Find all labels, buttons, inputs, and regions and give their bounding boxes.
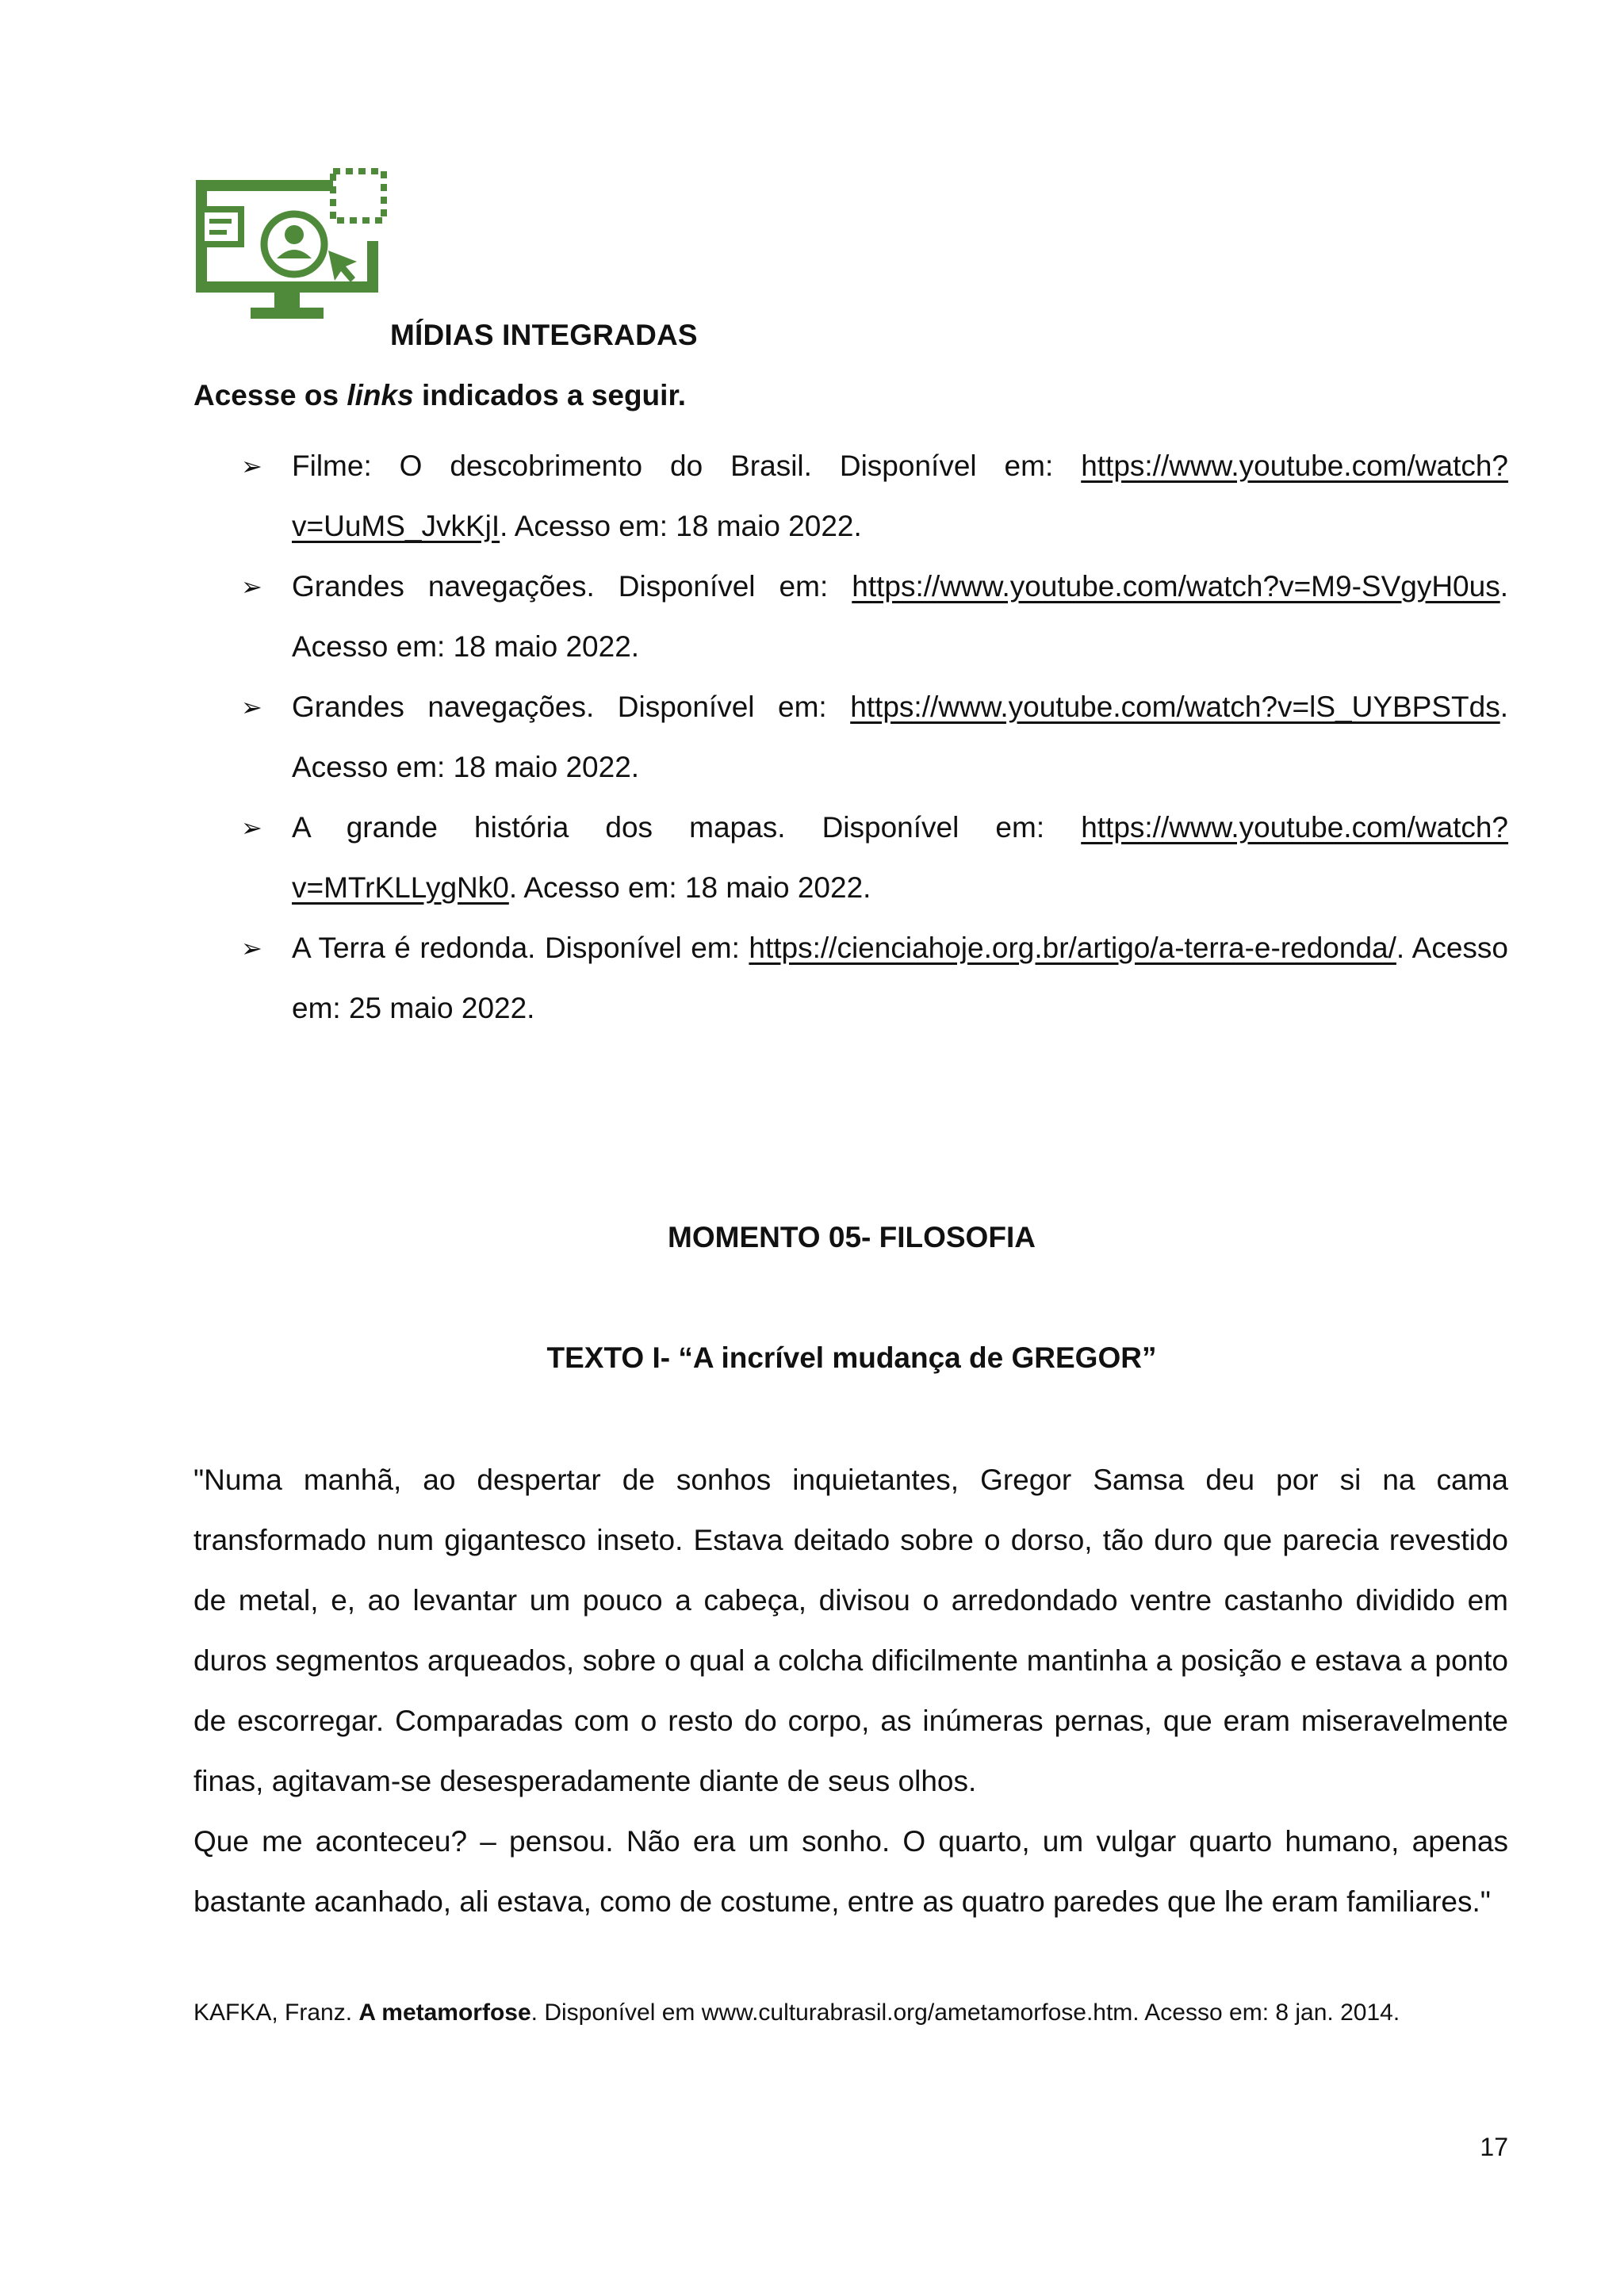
intro-emphasis: links	[347, 379, 414, 411]
link-description: Grandes navegações. Disponível em:	[292, 570, 852, 603]
citation	[193, 1999, 1400, 2026]
citation-title: A metamorfose	[358, 1999, 531, 2026]
intro-line	[193, 379, 686, 412]
quoted-text	[193, 1450, 1508, 1932]
texto-title: TEXTO I- “A incrível mudança de GREGOR”	[546, 1341, 1157, 1374]
link-description: Filme: O descobrimento do Brasil. Disponível em:	[292, 450, 1082, 482]
intro-suffix: indicados a seguir.	[413, 379, 687, 411]
link-url[interactable]: https://www.youtube.com/watch?v=lS_UYBPSTds	[850, 691, 1500, 723]
link-url[interactable]: https://www.youtube.com/watch?v=MTrKLLygNk0	[292, 811, 1508, 904]
media-links-list	[193, 436, 1508, 1039]
arrow-bullet-icon: ➢	[241, 452, 262, 480]
arrow-bullet-icon: ➢	[241, 813, 262, 842]
list-item	[193, 918, 1508, 1039]
section-title: MÍDIAS INTEGRADAS	[390, 319, 698, 351]
arrow-bullet-icon: ➢	[241, 693, 262, 721]
link-description: A Terra é redonda. Disponível em:	[292, 932, 749, 964]
link-url[interactable]: https://www.youtube.com/watch?v=UuMS_JvkKjI	[292, 450, 1508, 542]
link-url[interactable]: https://cienciahoje.org.br/artigo/a-terra-e-redonda/	[749, 932, 1396, 964]
momento-title: MOMENTO 05- FILOSOFIA	[668, 1221, 1036, 1253]
link-access-date: . Acesso em: 18 maio 2022.	[500, 510, 862, 542]
arrow-bullet-icon: ➢	[241, 572, 262, 601]
page-number: 17	[1480, 2133, 1508, 2161]
link-access-date: . Acesso em: 25 maio 2022.	[292, 932, 1508, 1024]
integrated-media-monitor-icon	[195, 168, 392, 327]
list-item	[193, 436, 1508, 557]
citation-source: . Disponível em www.culturabrasil.org/ametamorfose.htm. Acesso em: 8 jan. 2014.	[530, 1999, 1400, 2026]
quote-paragraph-2: Que me aconteceu? – pensou. Não era um sonho. O quarto, um vulgar quarto humano, apenas bastante acanhado, ali estava, como de costume, entre as quatro paredes que lhe eram familiares."	[193, 1825, 1508, 1918]
intro-prefix: Acesse os	[193, 379, 347, 411]
list-item	[193, 677, 1508, 798]
citation-author: KAFKA, Franz.	[193, 1999, 359, 2026]
link-url[interactable]: https://www.youtube.com/watch?v=M9-SVgyH0us	[852, 570, 1500, 603]
link-access-date: . Acesso em: 18 maio 2022.	[292, 691, 1508, 783]
link-access-date: . Acesso em: 18 maio 2022.	[292, 570, 1508, 663]
quote-paragraph-1: "Numa manhã, ao despertar de sonhos inquietantes, Gregor Samsa deu por si na cama transformado num gigantesco inseto. Estava deitado sobre o dorso, tão duro que parecia revestido de metal, e, ao levantar um pouco a cabeça, divisou o arredondado ventre castanho dividido em duros segmentos arqueados, sobre o qual a colcha dificilmente mantinha a posição e estava a ponto de escorregar. Comparadas com o resto do corpo, as inúmeras pernas, que eram miseravelmente finas, agitavam-se desesperadamente diante de seus olhos.	[193, 1464, 1508, 1797]
list-item	[193, 798, 1508, 918]
link-access-date: . Acesso em: 18 maio 2022.	[508, 871, 871, 904]
list-item	[193, 557, 1508, 677]
arrow-bullet-icon: ➢	[241, 934, 262, 962]
link-description: A grande história dos mapas. Disponível em:	[292, 811, 1082, 844]
link-description: Grandes navegações. Disponível em:	[292, 691, 851, 723]
